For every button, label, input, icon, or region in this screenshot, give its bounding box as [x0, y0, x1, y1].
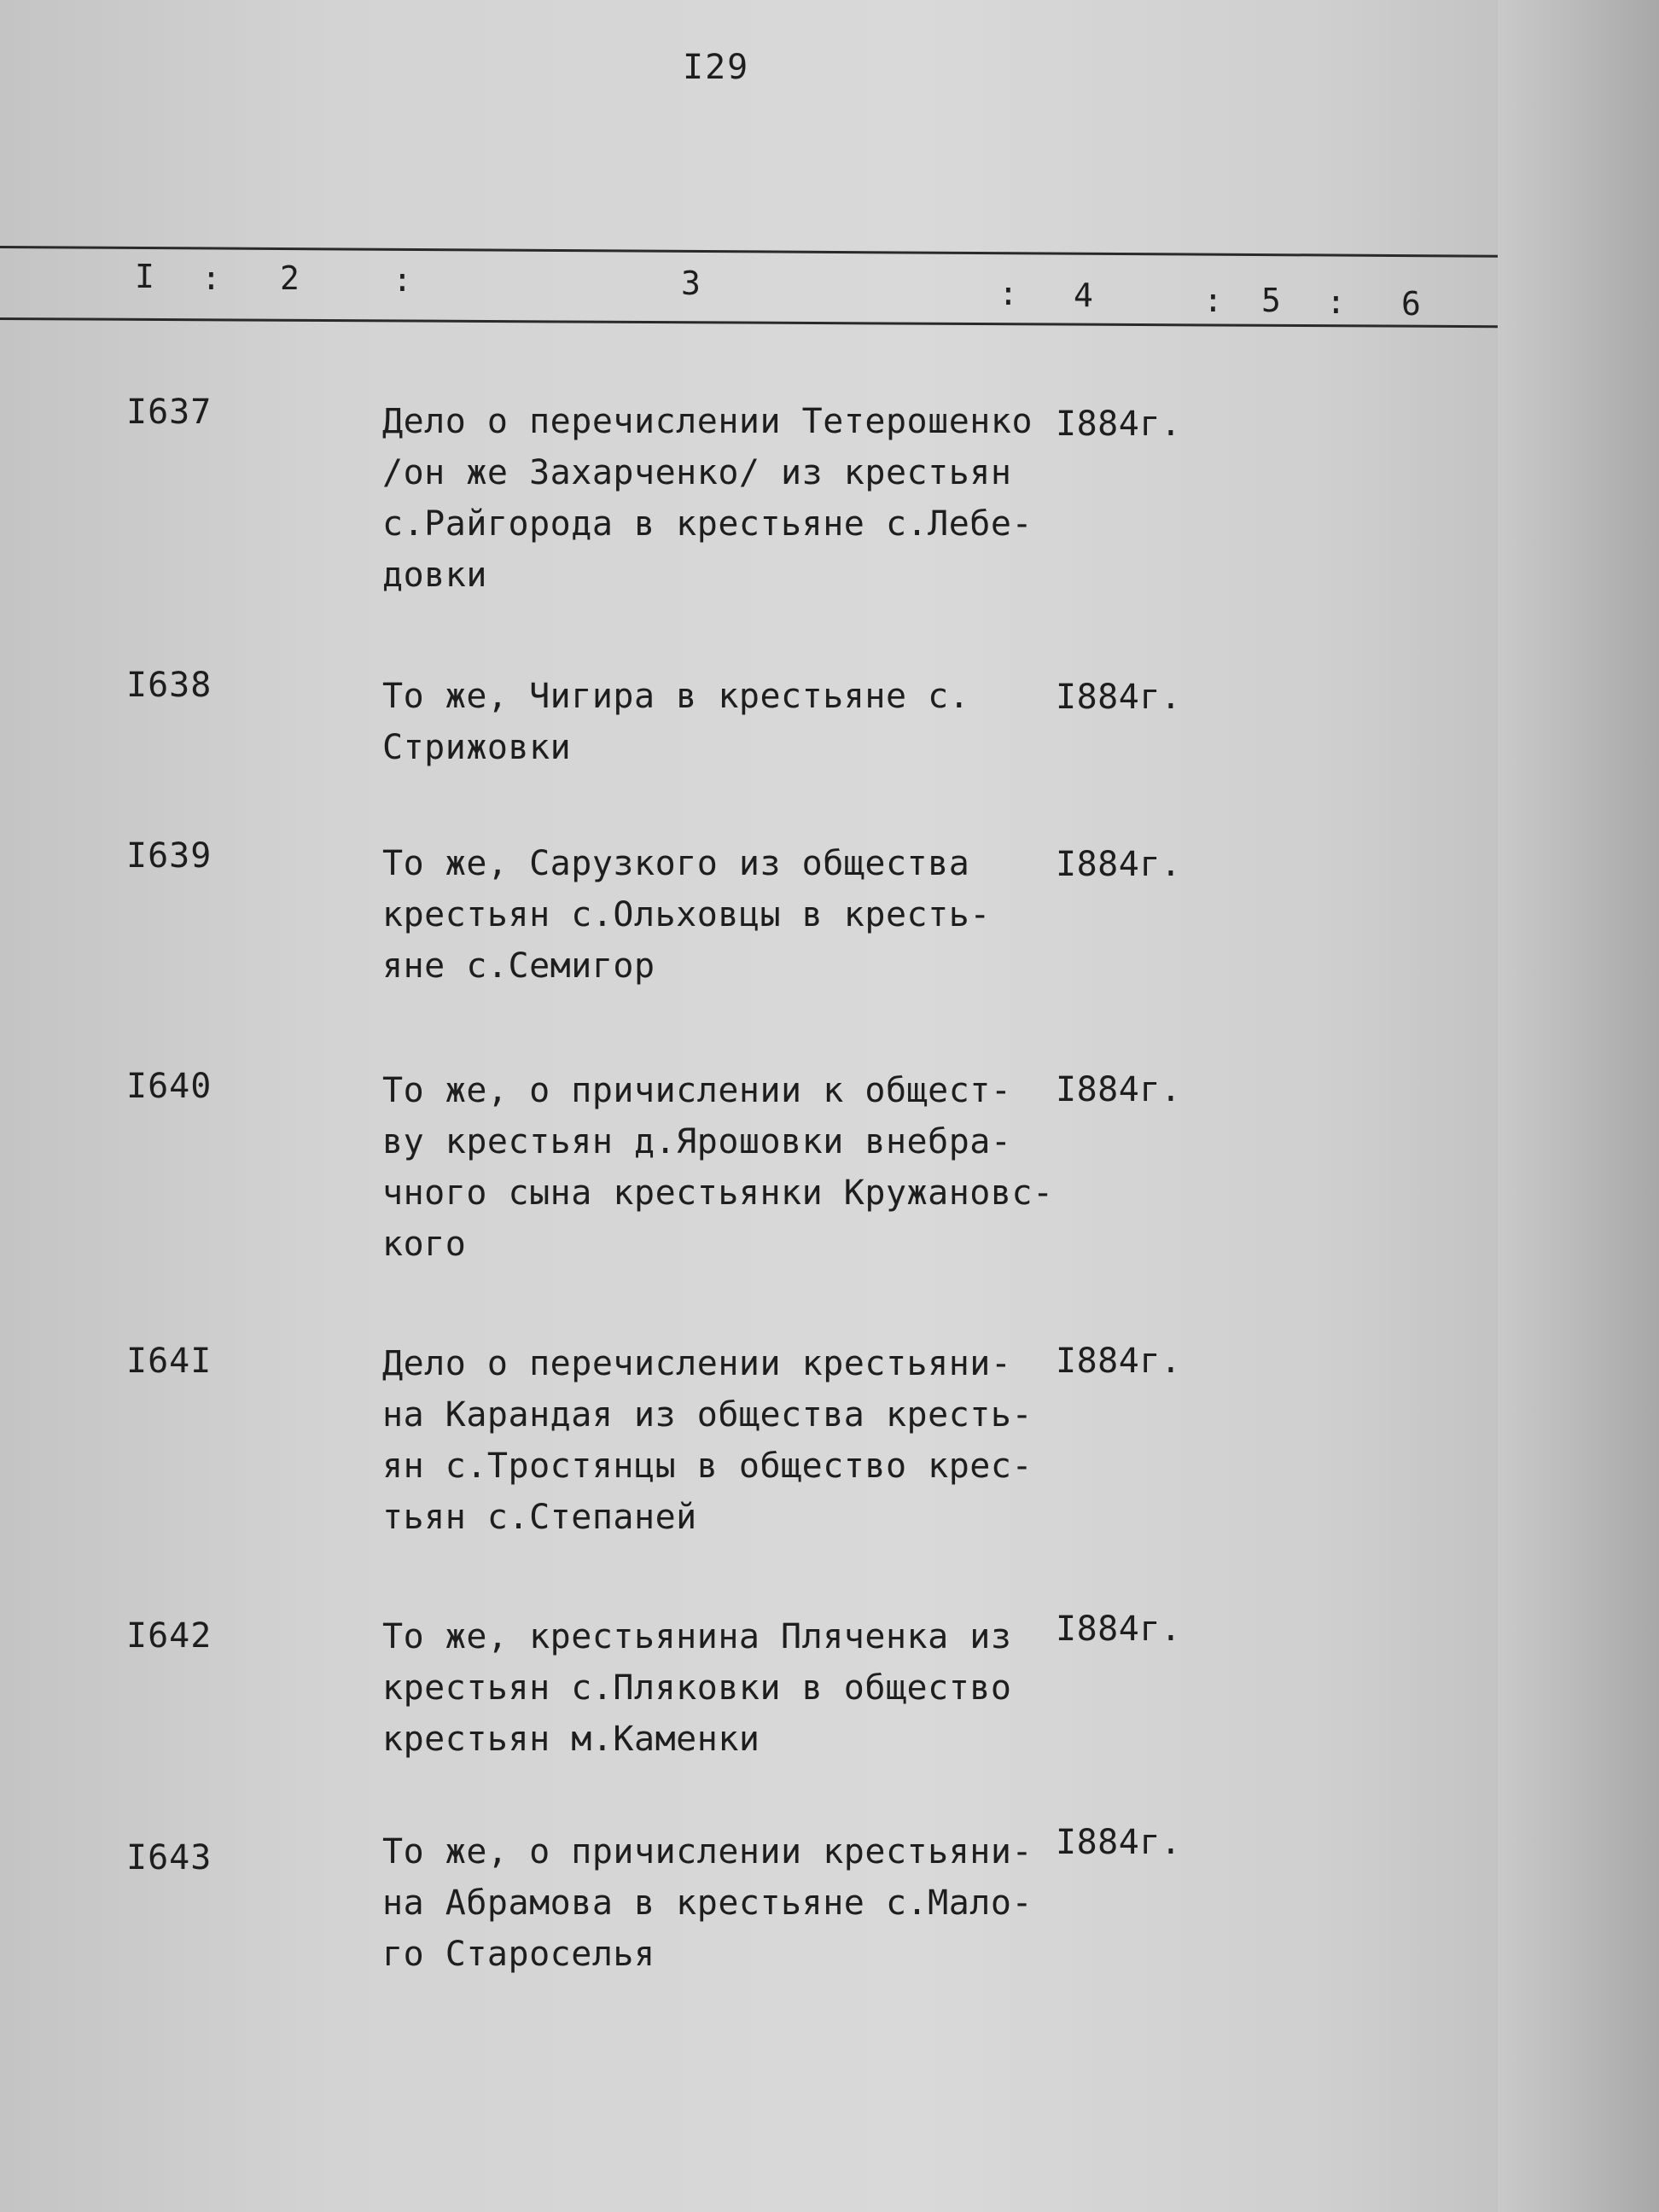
- entry-year: I884г.: [1056, 1823, 1182, 1862]
- entry-number: I638: [126, 666, 212, 705]
- column-header-1: I: [135, 258, 154, 295]
- entry-number: I639: [126, 836, 212, 876]
- entry-year: I884г.: [1056, 1070, 1182, 1109]
- entry-number: I64I: [126, 1342, 212, 1381]
- entry-year: I884г.: [1056, 405, 1182, 444]
- column-separator: :: [1326, 283, 1346, 321]
- entry-description: То же, о причислении к общест- ву крестьян д.Ярошовки внебра- чного сына крестьянки Кружановс- кого: [382, 1071, 1054, 1264]
- entry-number: I640: [126, 1067, 212, 1106]
- entry-number: I642: [126, 1616, 212, 1656]
- column-header-4: 4: [1074, 276, 1093, 314]
- entry-description: Дело о перечислении крестьяни- на Карандая из общества кресть- ян с.Тростянцы в общество крес- тьян с.Степаней: [382, 1344, 1033, 1537]
- column-header-3: 3: [681, 265, 701, 302]
- entry-number: I643: [126, 1838, 212, 1877]
- column-header-5: 5: [1261, 282, 1281, 319]
- column-separator: :: [998, 275, 1018, 312]
- column-separator: :: [1203, 282, 1223, 319]
- column-header-6: 6: [1401, 285, 1421, 323]
- entry-number: I637: [126, 393, 212, 432]
- entry-year: I884г.: [1056, 678, 1182, 717]
- entry-description: Дело о перечислении Тетерошенко /он же Захарченко/ из крестьян с.Райгорода в крестьяне с.Лебе- довки: [382, 402, 1033, 595]
- entry-description: То же, о причислении крестьяни- на Абрамова в крестьяне с.Мало- го Староселья: [382, 1832, 1033, 1974]
- entry-description: То же, Чигира в крестьяне с. Стрижовки: [382, 677, 970, 767]
- entry-year: I884г.: [1056, 1610, 1182, 1649]
- entry-description: То же, крестьянина Пляченка из крестьян с.Пляковки в общество крестьян м.Каменки: [382, 1617, 1012, 1759]
- column-header-2: 2: [280, 259, 300, 297]
- page-edge: [1498, 0, 1659, 2212]
- entry-description: То же, Сарузкого из общества крестьян с.Ольховцы в кресть- яне с.Семигор: [382, 844, 991, 986]
- column-separator: :: [393, 261, 412, 299]
- entry-year: I884г.: [1056, 845, 1182, 884]
- page-number: I29: [683, 48, 750, 87]
- column-separator: :: [201, 259, 221, 297]
- entry-year: I884г.: [1056, 1342, 1182, 1381]
